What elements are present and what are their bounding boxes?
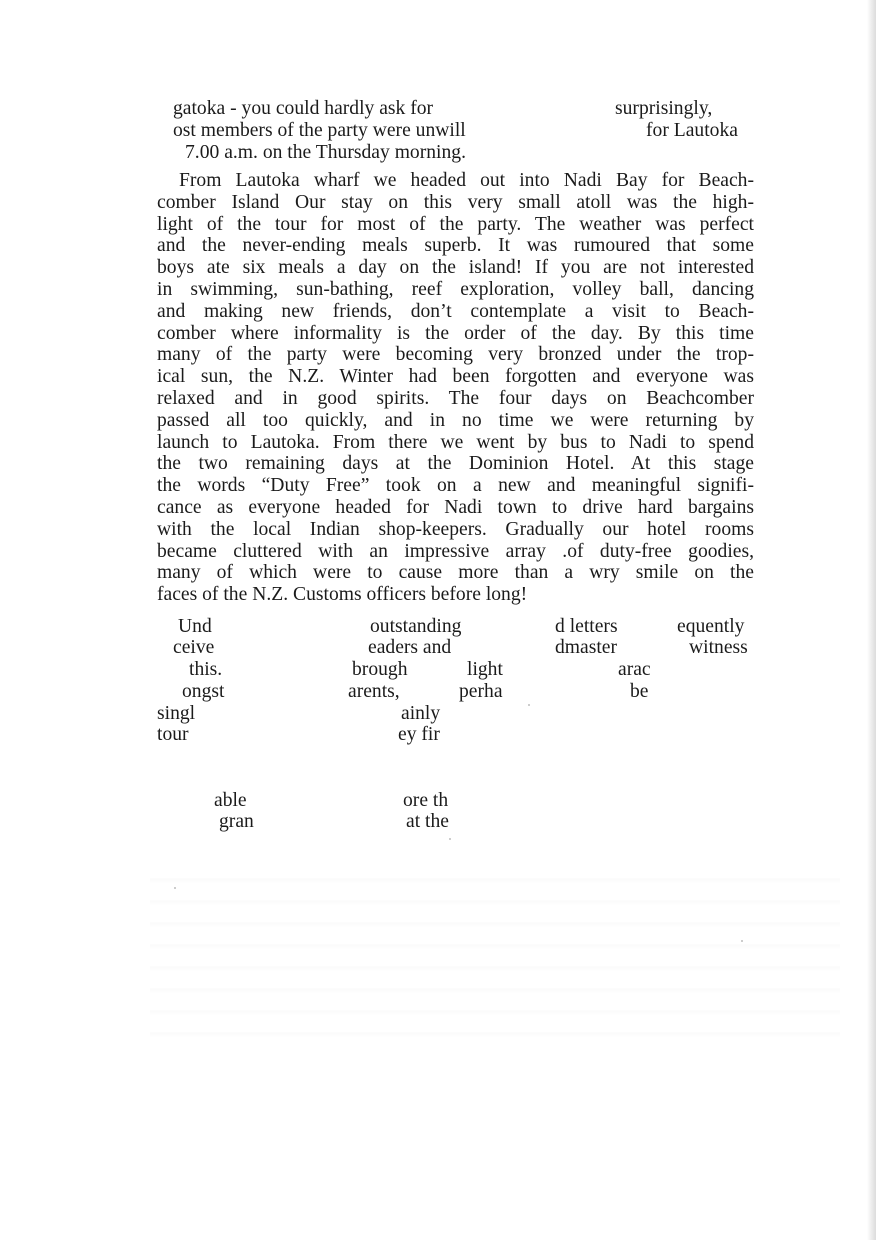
fragment-word: witness — [689, 637, 748, 658]
fragment-word: singl — [157, 703, 196, 724]
fragment-word: at the — [406, 811, 449, 832]
fragment-word: ey fir — [398, 724, 440, 745]
fragment-word: d letters — [555, 616, 618, 637]
paragraph-line: passed all too quickly, and in no time we were returning by — [157, 409, 754, 431]
fragment-word: brough — [352, 659, 408, 680]
paragraph-line: relaxed and in good spirits. The four days on Beachcomber — [157, 387, 754, 409]
paragraph-line: boys ate six meals a day on the island! If you are not interested — [157, 257, 754, 279]
fragment-word: able — [214, 790, 247, 811]
paragraph-line: and the never-ending meals superb. It was rumoured that some — [157, 235, 754, 257]
fragment-line-1: gatoka - you could hardly ask for — [173, 98, 434, 119]
main-paragraph — [157, 170, 754, 606]
fragment-word: light — [467, 659, 503, 680]
scan-speck — [174, 887, 176, 889]
paragraph-line: in swimming, sun-bathing, reef exploration, volley ball, dancing — [157, 278, 754, 300]
fragment-word: ainly — [401, 703, 441, 724]
fragment-word: ore th — [403, 790, 449, 811]
paragraph-line: and making new friends, don’t contemplate a visit to Beach- — [157, 300, 754, 322]
fragment-word: ceive — [173, 637, 215, 658]
paragraph-line: many of the party were becoming very bronzed under the trop- — [157, 344, 754, 366]
scan-speck — [449, 838, 451, 840]
paragraph-line: faces of the N.Z. Customs officers before long! — [157, 584, 528, 606]
paragraph-line: cance as everyone headed for Nadi town to drive hard bargains — [157, 496, 754, 518]
paragraph-line: comber Island Our stay on this very small atoll was the high- — [157, 191, 754, 213]
fragment-line-3: 7.00 a.m. on the Thursday morning. — [185, 142, 466, 163]
paragraph-line: comber where informality is the order of the day. By this time — [157, 322, 754, 344]
paragraph-line: From Lautoka wharf we headed out into Nadi Bay for Beach- — [179, 170, 754, 191]
fragment-word: perha — [459, 681, 503, 702]
fragment-word: arents, — [348, 681, 400, 702]
fragment-word: be — [630, 681, 649, 702]
paragraph-line: became cluttered with an impressive array .of duty-free goodies, — [157, 540, 754, 562]
scan-speck — [528, 704, 530, 706]
paragraph-line: many of which were to cause more than a wry smile on the — [157, 562, 754, 584]
paragraph-line: ical sun, the N.Z. Winter had been forgotten and everyone was — [157, 366, 754, 388]
fragment-right-1: surprisingly, — [615, 98, 713, 119]
fragment-word: dmaster — [555, 637, 618, 658]
paragraph-line: launch to Lautoka. From there we went by bus to Nadi to spend — [157, 431, 754, 453]
fragment-word: tour — [157, 724, 189, 745]
show-through-texture — [150, 862, 840, 1052]
paragraph-line: the two remaining days at the Dominion Hotel. At this stage — [157, 453, 754, 475]
fragment-word: ongst — [182, 681, 225, 702]
fragment-word: gran — [219, 811, 254, 832]
fragment-word: equently — [677, 616, 745, 637]
fragment-word: arac — [618, 659, 651, 680]
paragraph-line: light of the tour for most of the party. The weather was perfect — [157, 213, 754, 235]
paragraph-line: the words “Duty Free” took on a new and meaningful signifi- — [157, 475, 754, 497]
fragment-word: this. — [189, 659, 223, 680]
fragment-word: eaders and — [368, 637, 452, 658]
fragment-word: Und — [178, 616, 212, 637]
fragment-right-2: for Lautoka — [646, 120, 738, 141]
paragraph-line: with the local Indian shop-keepers. Gradually our hotel rooms — [157, 518, 754, 540]
fragment-line-2: ost members of the party were unwill — [173, 120, 466, 141]
fragment-word: outstanding — [370, 616, 462, 637]
scan-speck — [741, 940, 743, 942]
page-edge-shadow — [867, 0, 876, 1240]
